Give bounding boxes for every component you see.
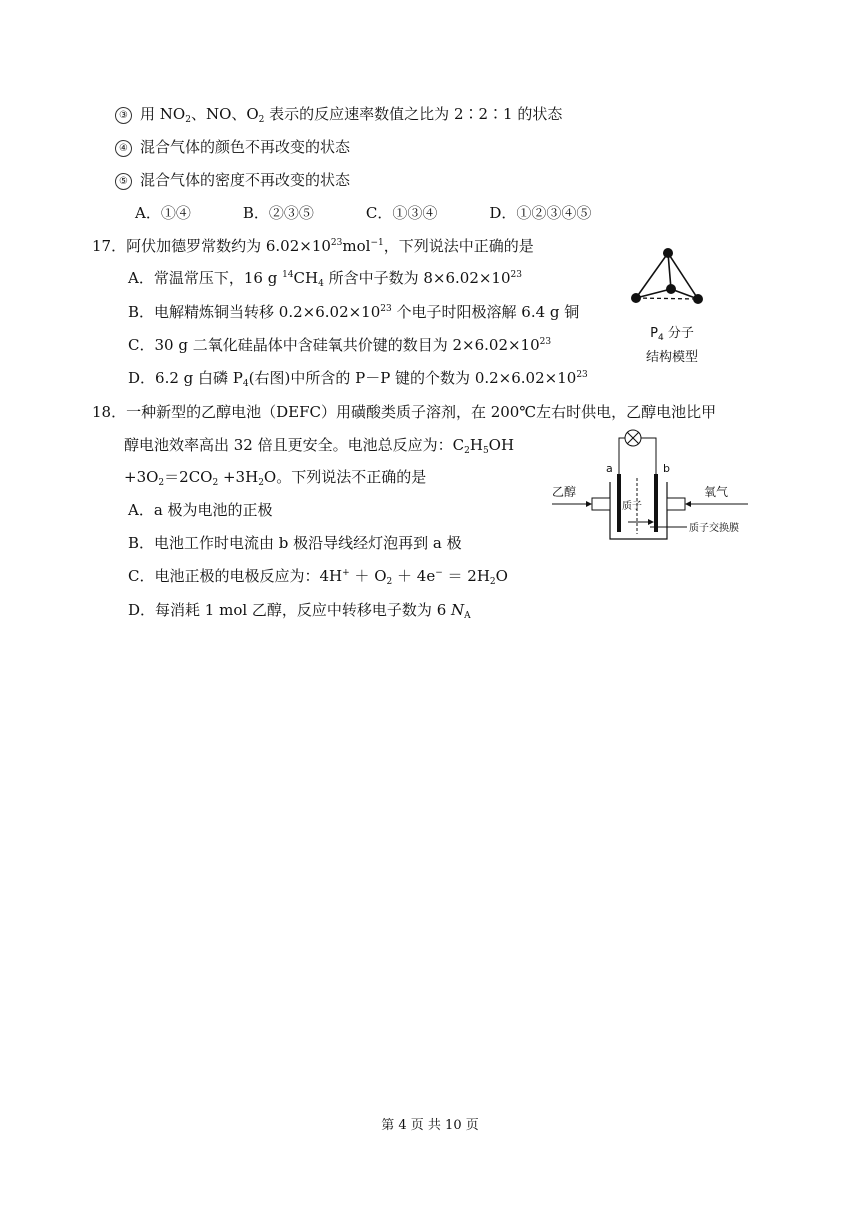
q17-option-c: C．30 g 二氧化硅晶体中含硅氧共价键的数目为 $2\times 6.02\times 10^{23}$ — [128, 336, 552, 354]
q18-option-a: A．a 极为电池的正极 — [128, 501, 273, 519]
q16-option-b: B．②③⑤ — [242, 204, 314, 222]
p4-caption-1: $P_4$ 分子 — [650, 326, 694, 343]
q18-option-c: C．电池正极的电极反应为：$4H^+ + O_2 + 4e^- = 2H_2O$ — [128, 567, 508, 587]
fuel-cell-diagram — [548, 426, 758, 546]
electrode-a-label: a — [606, 462, 613, 475]
q16-option-a: A．①④ — [135, 204, 191, 222]
q17-option-b: B．电解精炼铜当转移 $0.2\times 6.02\times 10^{23}$ 个电子时阳极溶解 6.4 g 铜 — [128, 303, 580, 321]
membrane-label: 质子交换膜 — [689, 523, 739, 534]
q16-item-4: ④ 混合气体的颜色不再改变的状态 — [115, 137, 350, 157]
ethanol-label: 乙醇 — [552, 485, 577, 499]
circle-mark: ④ — [115, 140, 132, 157]
q16-option-c: C．①③④ — [365, 204, 438, 222]
q16-item-5: ⑤ 混合气体的密度不再改变的状态 — [115, 170, 350, 190]
p4-caption-2: 结构模型 — [645, 350, 698, 365]
q18-option-d: D．每消耗 1 mol 乙醇，反应中转移电子数为 6 $N_A$ — [128, 601, 471, 621]
oxygen-label: 氧气 — [704, 485, 729, 499]
q17-option-d: D．6.2 g 白磷 $P_4$(右图)中所含的 P－P 键的个数为 $0.2\times 6.02\times 10^{23}$ — [128, 369, 588, 389]
circle-mark: ③ — [115, 107, 132, 124]
p4-molecule-figure — [625, 240, 710, 310]
q18-stem-line-1: 18．一种新型的乙醇电池（DEFC）用磺酸类质子溶剂，在 200℃左右时供电，乙醇电池比甲 — [92, 403, 717, 421]
circle-mark: ⑤ — [115, 173, 132, 190]
electrode-b-label: b — [663, 462, 670, 475]
page-footer: 第 4 页 共 10 页 — [381, 1118, 479, 1133]
q17-option-a: A．常温常压下，16 g $^{14}CH_4$ 所含中子数为 $8\times 6.02\times 10^{23}$ — [128, 269, 522, 289]
q17-stem: 17．阿伏加德罗常数约为 $6.02\times 10^{23}mol^{-1}$，下列说法中正确的是 — [92, 237, 534, 255]
proton-label: 质子 — [622, 501, 642, 512]
q16-option-d: D．①②③④⑤ — [489, 204, 592, 222]
q18-stem-line-3: $+3O_2=2CO_2 +3H_2O$。下列说法不正确的是 — [124, 468, 427, 488]
q18-stem-line-2: 醇电池效率高出 32 倍且更安全。电池总反应为：$C_2H_5OH$ — [124, 436, 515, 456]
q18-option-b: B．电池工作时电流由 b 极沿导线经灯泡再到 a 极 — [128, 534, 462, 552]
q16-item-3: ③ 用 $NO_2$、NO、$O_2$ 表示的反应速率数值之比为 2∶2∶1 的状态 — [115, 104, 562, 124]
q16-options — [135, 203, 643, 223]
